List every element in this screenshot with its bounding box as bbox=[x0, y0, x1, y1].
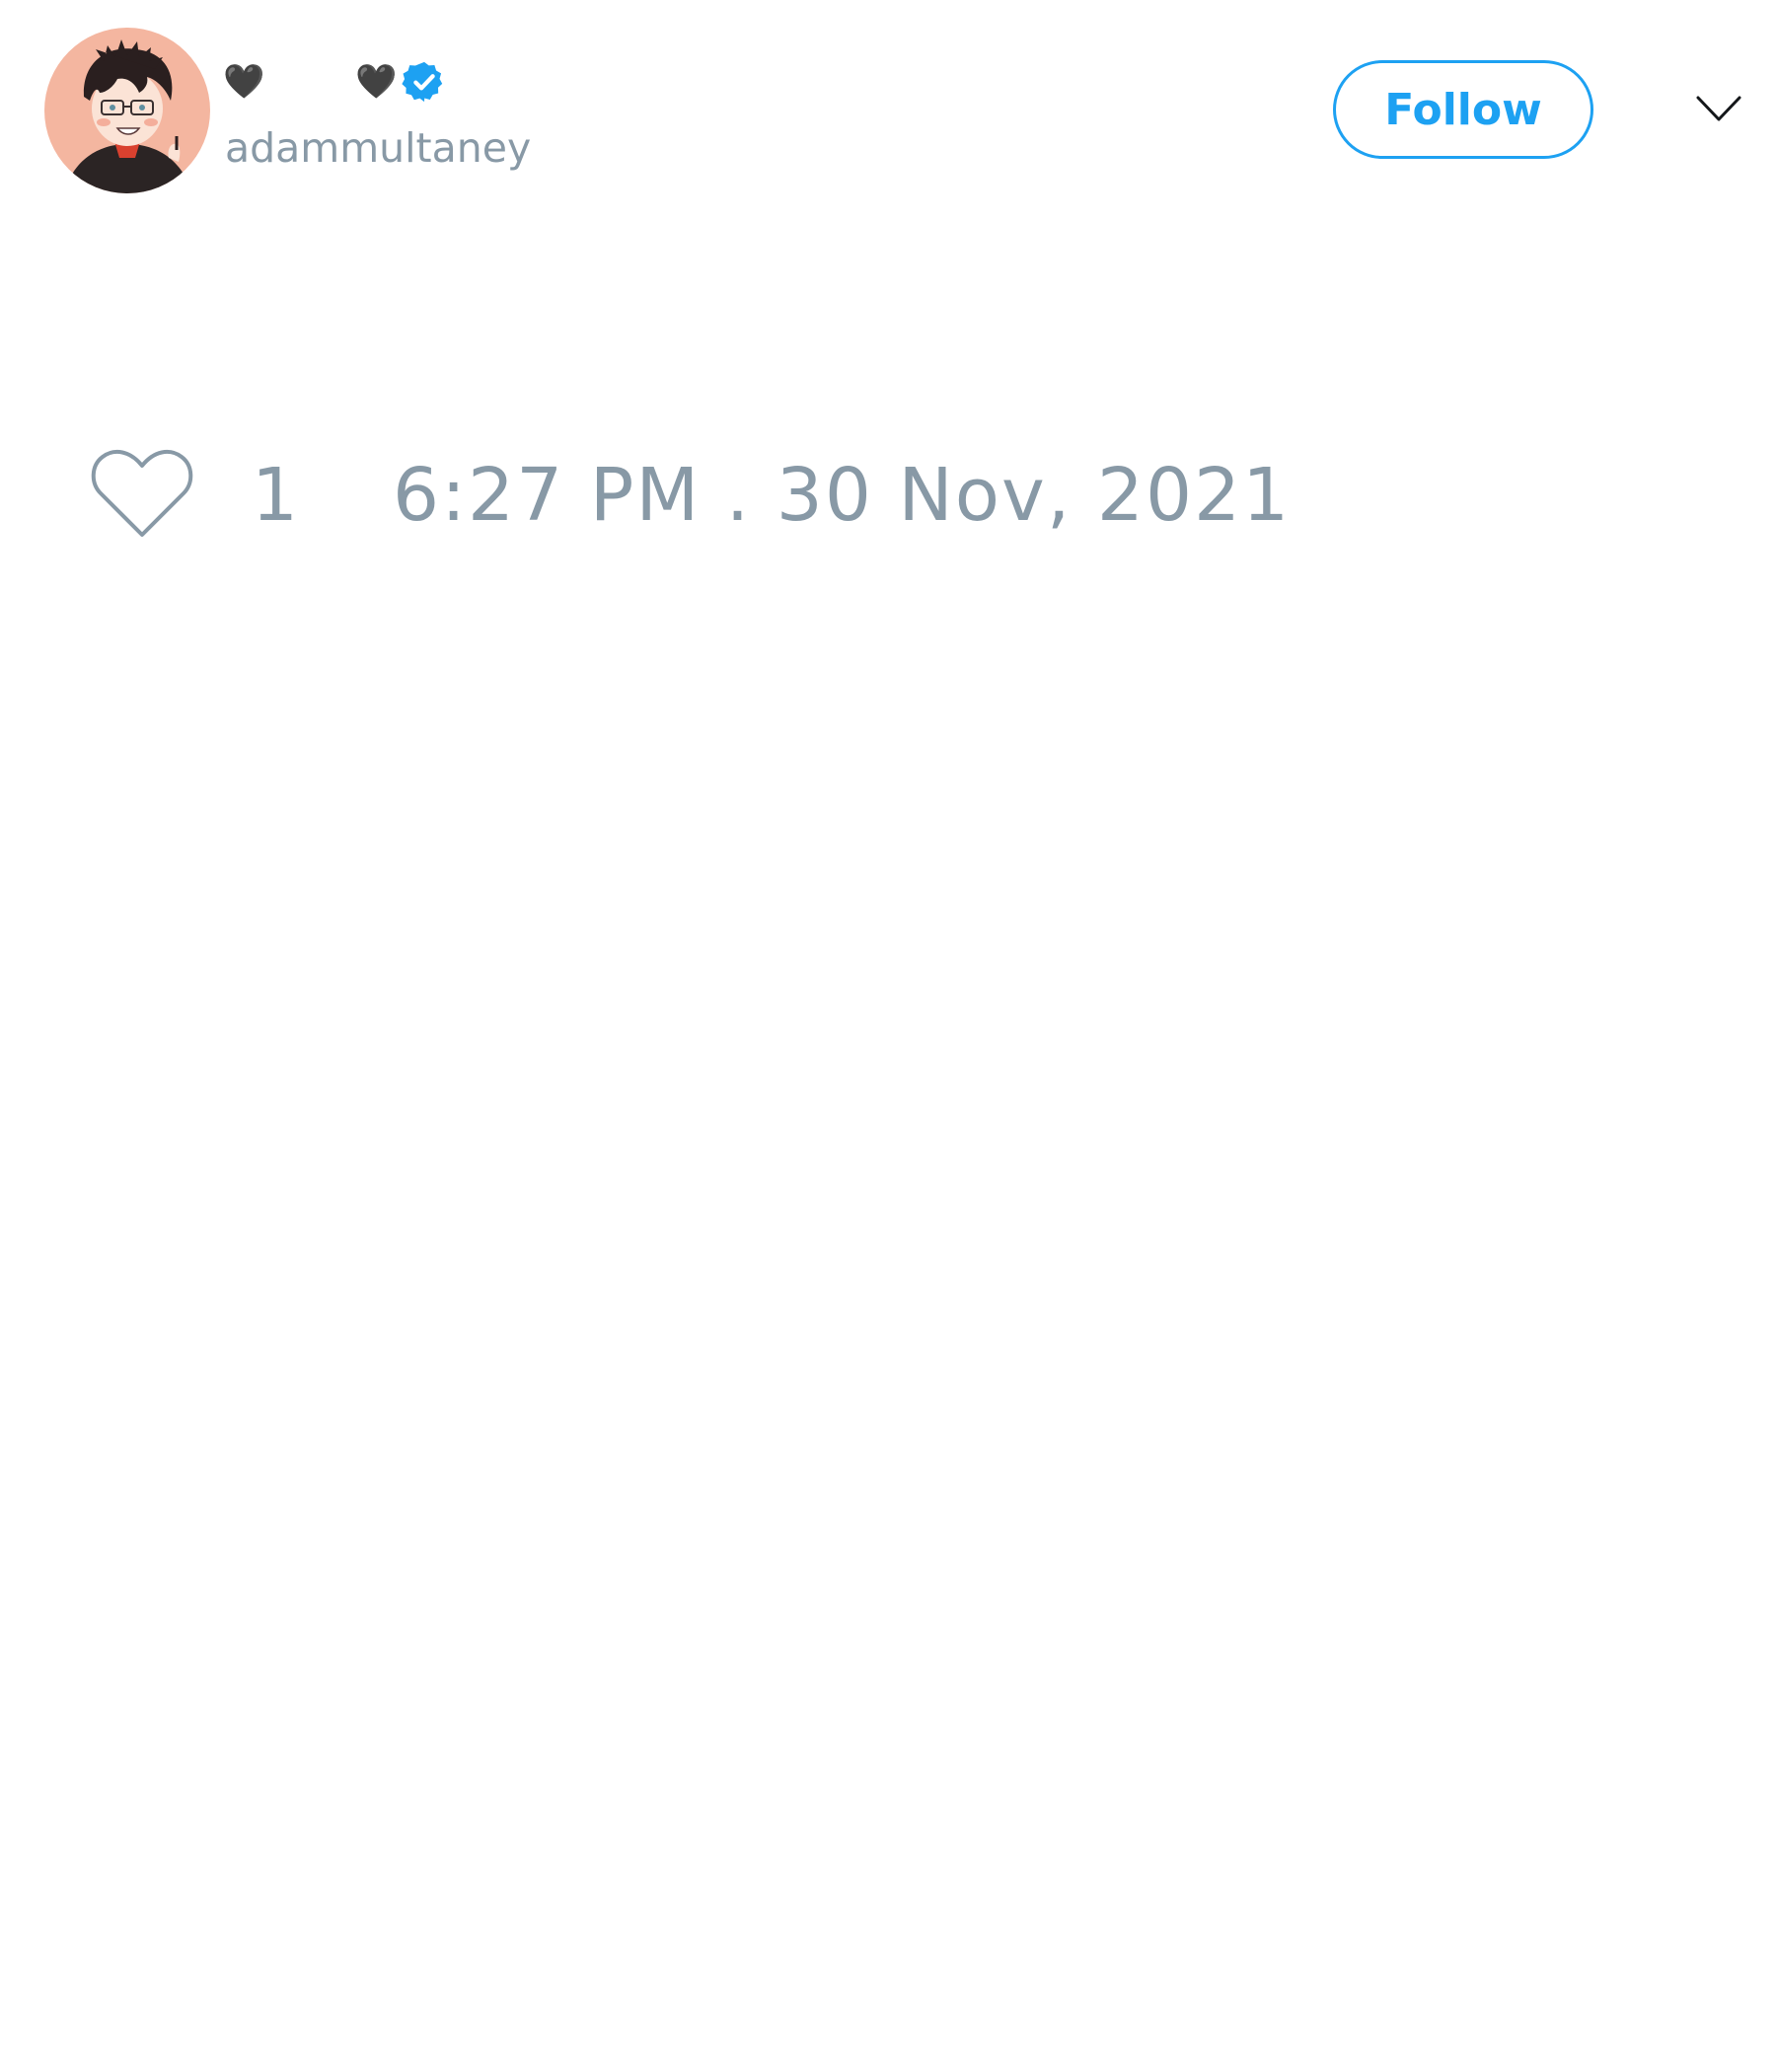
like-heart-icon[interactable] bbox=[89, 446, 195, 541]
display-name-heart-prefix: 🖤 bbox=[223, 62, 265, 102]
like-count: 1 bbox=[252, 453, 299, 538]
display-name-heart-suffix: 🖤 bbox=[355, 62, 398, 102]
display-name[interactable] bbox=[223, 57, 447, 107]
tweet-timestamp[interactable]: 6:27 PM . 30 Nov, 2021 bbox=[393, 453, 1292, 538]
avatar-illustration bbox=[44, 28, 210, 193]
verified-badge-icon bbox=[402, 59, 447, 105]
follow-button[interactable]: Follow bbox=[1333, 60, 1593, 159]
chevron-down-icon[interactable] bbox=[1695, 93, 1742, 124]
avatar[interactable] bbox=[44, 28, 210, 193]
user-handle[interactable]: adammultaney bbox=[225, 124, 532, 172]
